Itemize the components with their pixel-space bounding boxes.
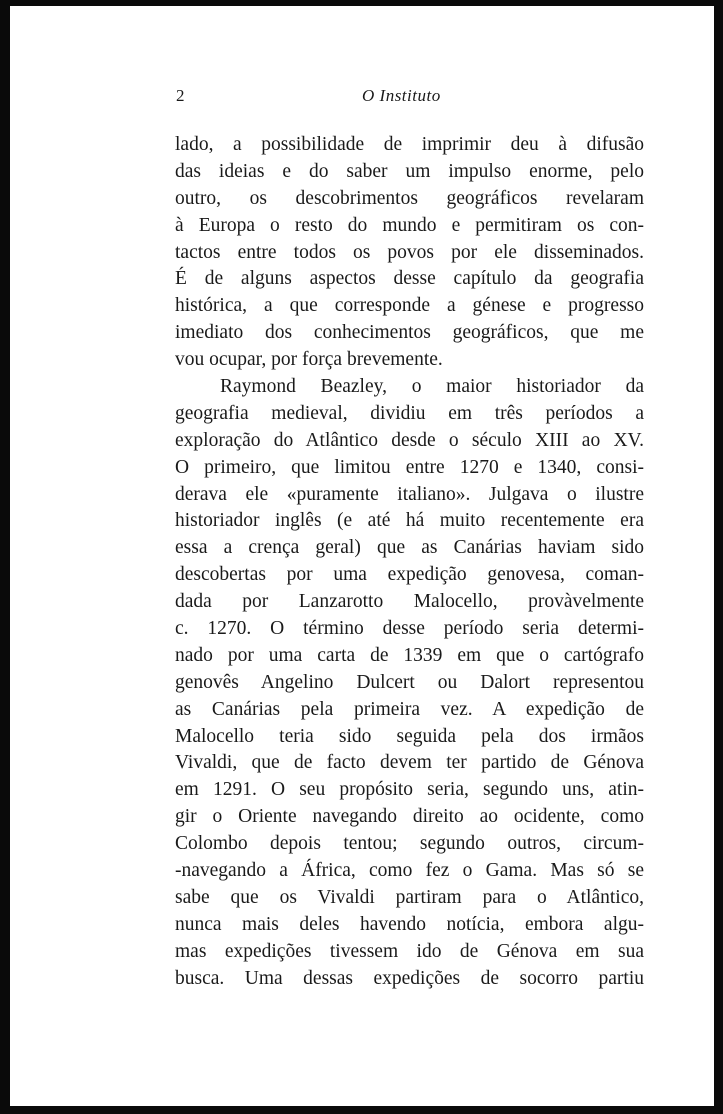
text-line: Vivaldi, que de facto devem ter partido de Génova [175,752,644,774]
text-line: gir o Oriente navegando direito ao ocidente, como [175,806,644,828]
text-line: c. 1270. O término desse período seria determi- [175,618,644,640]
text-line: Colombo depois tentou; segundo outros, circum- [175,833,644,855]
text-line: exploração do Atlântico desde o século XIII ao XV. [175,429,644,451]
text-line: à Europa o resto do mundo e permitiram os con- [175,214,644,236]
text-line: as Canárias pela primeira vez. A expedição de [175,698,644,720]
text-line: dada por Lanzarotto Malocello, provàvelmente [175,591,644,613]
text-line: É de alguns aspectos desse capítulo da geografia [175,268,644,290]
text-line: sabe que os Vivaldi partiram para o Atlântico, [175,886,644,908]
text-line: geografia medieval, dividiu em três períodos a [175,402,644,424]
page-number: 2 [176,86,185,105]
text-line: tactos entre todos os povos por ele disseminados. [175,241,644,263]
text-line: busca. Uma dessas expedições de socorro partiu [175,967,644,989]
body-text [175,132,644,993]
text-line: Malocello teria sido seguida pela dos irmãos [175,725,644,747]
text-line: nado por uma carta de 1339 em que o cartógrafo [175,644,644,666]
text-line: -navegando a África, como fez o Gama. Mas só se [175,860,644,882]
text-line: das ideias e do saber um impulso enorme, pelo [175,160,644,182]
text-line: O primeiro, que limitou entre 1270 e 1340, consi- [175,456,644,478]
text-line: essa a crença geral) que as Canárias haviam sido [175,537,644,559]
text-line: histórica, a que corresponde a génese e progresso [175,295,644,317]
paragraph-end-line: vou ocupar, por força brevemente. [175,349,443,371]
text-line: outro, os descobrimentos geográficos revelaram [175,187,644,209]
text-line: lado, a possibilidade de imprimir deu à difusão [175,134,644,155]
text-line: genovês Angelino Dulcert ou Dalort representou [175,671,644,693]
text-line: mas expedições tivessem ido de Génova em sua [175,940,644,962]
text-line: derava ele «puramente italiano». Julgava o ilustre [175,483,644,505]
running-title: O Instituto [362,86,441,105]
text-line: descobertas por uma expedição genovesa, coman- [175,564,644,586]
text-line: historiador inglês (e até há muito recentemente era [175,510,644,532]
paragraph-start-line: Raymond Beazley, o maior historiador da [220,376,644,398]
page-header [176,86,644,110]
text-line: em 1291. O seu propósito seria, segundo uns, atin- [175,779,644,801]
text-line: imediato dos conhecimentos geográficos, que me [175,322,644,344]
text-line: nunca mais deles havendo notícia, embora algu- [175,913,644,935]
